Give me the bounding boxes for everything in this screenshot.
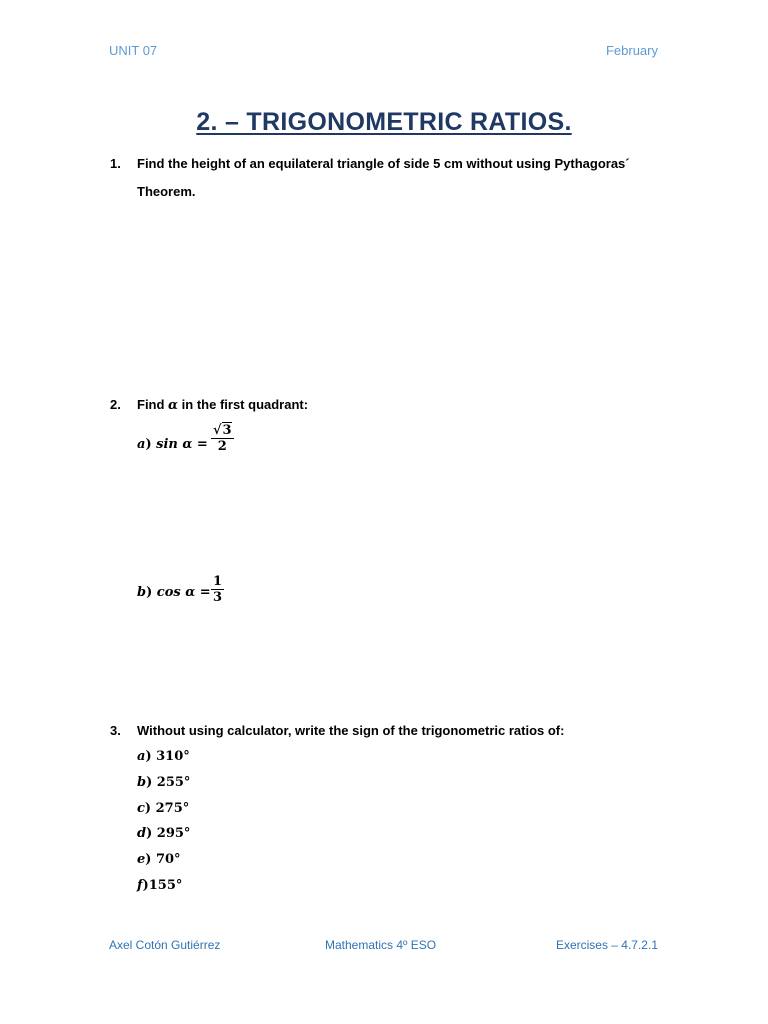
radicand: 3 [222, 423, 232, 438]
angle-item-a: a) 310° [137, 749, 190, 764]
angle-item-d: d) 295° [137, 826, 191, 841]
denominator: 2 [217, 439, 227, 454]
footer-reference: Exercises – 4.7.2.1 [555, 938, 658, 952]
angle-item-c: c) 275° [137, 801, 190, 816]
question-text: Find α in the first quadrant: [137, 397, 309, 413]
part-label: b [137, 585, 147, 600]
alpha-symbol: α [168, 398, 179, 413]
footer-course: Mathematics 4º ESO [325, 938, 437, 952]
question-1 [110, 156, 670, 176]
part-label: a [137, 437, 146, 452]
function-expression: sin α = [156, 437, 208, 452]
angle-item-e: e) 70° [137, 852, 181, 867]
header-unit: UNIT 07 [109, 43, 158, 58]
denominator: 3 [213, 590, 223, 605]
angle-item-f: f)155° [137, 878, 183, 893]
question-1-continuation: Theorem. [137, 184, 196, 199]
page-title: 2. – TRIGONOMETRIC RATIOS. [196, 108, 572, 136]
question-text: Find the height of an equilateral triangle of side 5 cm without using Pythagoras´ [137, 156, 630, 171]
question-number: 3. [110, 723, 121, 738]
question-text: Without using calculator, write the sign of the trigonometric ratios of: [137, 723, 565, 738]
fraction-1-over-3 [211, 574, 224, 605]
numerator: 1 [213, 574, 223, 589]
function-expression: cos α = [156, 585, 211, 600]
question-number: 1. [110, 156, 121, 171]
sqrt-symbol: √3 [213, 423, 232, 438]
question-3 [110, 723, 670, 743]
angle-item-b: b) 255° [137, 775, 191, 790]
header-month: February [605, 43, 658, 58]
fraction-sqrt3-over-2 [211, 423, 234, 454]
part-b-equation: b) cos α = [137, 585, 211, 600]
part-a-equation: a) sin α = [137, 437, 208, 452]
question-number: 2. [110, 397, 121, 412]
question-2 [110, 397, 670, 417]
footer-author: Axel Cotón Gutiérrez [109, 938, 221, 952]
